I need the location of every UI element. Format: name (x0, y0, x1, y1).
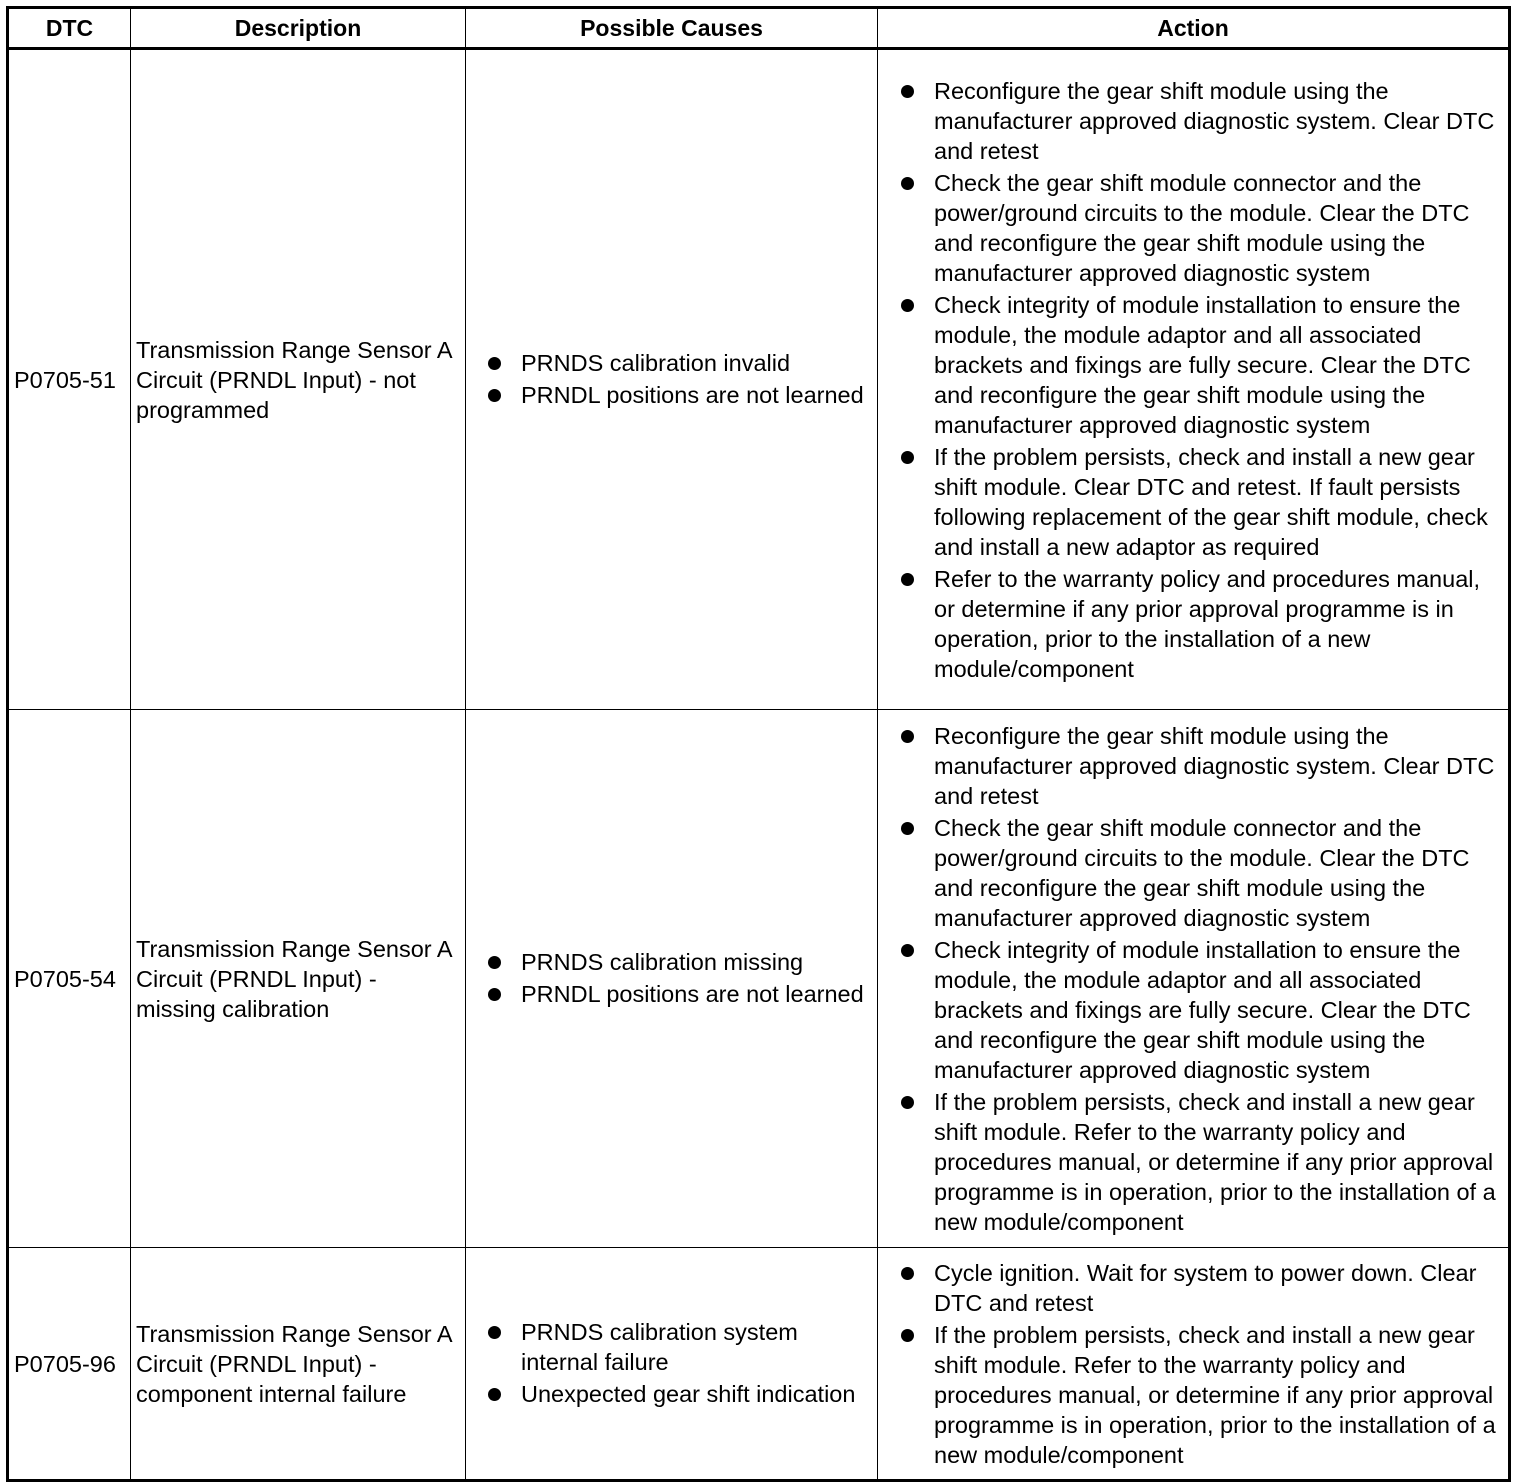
action-text: If the problem persists, check and install a new gear shift module. Refer to the warranty policy and procedures manual, or determine if any prior approval programme is in operation, prior to the installation of a new module/component (934, 1089, 1496, 1235)
action-item (901, 721, 1500, 811)
action-text: Reconfigure the gear shift module using the manufacturer approved diagnostic system. Clear DTC and retest (934, 723, 1495, 809)
dtc-description: Transmission Range Sensor A Circuit (PRNDL Input) - missing calibration (131, 710, 466, 1248)
dtc-code: P0705-51 (8, 49, 131, 710)
actions-list (901, 1258, 1500, 1470)
header-possible-causes: Possible Causes (466, 8, 878, 49)
table-row (8, 710, 1510, 1248)
action-item (901, 442, 1500, 562)
possible-causes (466, 1248, 878, 1481)
possible-causes (466, 710, 878, 1248)
bullet-icon (488, 956, 501, 969)
actions (878, 710, 1510, 1248)
cause-text: Unexpected gear shift indication (521, 1380, 856, 1407)
table-row (8, 1248, 1510, 1481)
cause-text: PRNDL positions are not learned (521, 381, 864, 408)
bullet-icon (901, 1267, 914, 1280)
bullet-icon (901, 1329, 914, 1342)
action-item (901, 168, 1500, 288)
bullet-icon (901, 822, 914, 835)
header-row (8, 8, 1510, 49)
dtc-code: P0705-96 (8, 1248, 131, 1481)
bullet-icon (488, 389, 501, 402)
causes-list (488, 947, 869, 1009)
action-item (901, 1320, 1500, 1470)
action-text: Check integrity of module installation to ensure the module, the module adaptor and all associated brackets and fixings are fully secure. Clear the DTC and reconfigure the gear shift module using the manufacturer approved diagnostic system (934, 292, 1471, 438)
bullet-icon (901, 730, 914, 743)
dtc-description: Transmission Range Sensor A Circuit (PRNDL Input) - not programmed (131, 49, 466, 710)
bullet-icon (901, 299, 914, 312)
bullet-icon (488, 1326, 501, 1339)
action-text: Check integrity of module installation to ensure the module, the module adaptor and all associated brackets and fixings are fully secure. Clear the DTC and reconfigure the gear shift module using the manufacturer approved diagnostic system (934, 937, 1471, 1083)
cause-text: PRNDS calibration system internal failure (521, 1318, 798, 1375)
possible-causes (466, 49, 878, 710)
bullet-icon (488, 357, 501, 370)
action-text: Check the gear shift module connector and the power/ground circuits to the module. Clear the DTC and reconfigure the gear shift module using the manufacturer approved diagnostic system (934, 170, 1470, 286)
actions (878, 49, 1510, 710)
action-item (901, 1087, 1500, 1237)
bullet-icon (901, 85, 914, 98)
action-text: Reconfigure the gear shift module using the manufacturer approved diagnostic system. Clear DTC and retest (934, 78, 1495, 164)
cause-item (488, 380, 869, 410)
header-action: Action (878, 8, 1510, 49)
cause-text: PRNDS calibration invalid (521, 349, 791, 376)
cause-item (488, 348, 869, 378)
action-item (901, 935, 1500, 1085)
action-item (901, 76, 1500, 166)
action-text: Refer to the warranty policy and procedures manual, or determine if any prior approval programme is in operation, prior to the installation of a new module/component (934, 566, 1481, 682)
actions-list (901, 721, 1500, 1237)
dtc-description: Transmission Range Sensor A Circuit (PRNDL Input) - component internal failure (131, 1248, 466, 1481)
header-dtc: DTC (8, 8, 131, 49)
table-row (8, 49, 1510, 710)
bullet-icon (901, 944, 914, 957)
action-text: Cycle ignition. Wait for system to power down. Clear DTC and retest (934, 1260, 1477, 1316)
dtc-table (6, 6, 1511, 1482)
bullet-icon (901, 573, 914, 586)
bullet-icon (488, 1388, 501, 1401)
causes-list (488, 348, 869, 410)
cause-item (488, 1317, 869, 1377)
actions (878, 1248, 1510, 1481)
bullet-icon (488, 988, 501, 1001)
action-item (901, 1258, 1500, 1318)
bullet-icon (901, 177, 914, 190)
action-text: If the problem persists, check and install a new gear shift module. Refer to the warranty policy and procedures manual, or determine if any prior approval programme is in operation, prior to the installation of a new module/component (934, 1322, 1496, 1468)
cause-item (488, 1379, 869, 1409)
bullet-icon (901, 451, 914, 464)
action-item (901, 813, 1500, 933)
table-header (8, 8, 1510, 49)
action-text: Check the gear shift module connector and the power/ground circuits to the module. Clear the DTC and reconfigure the gear shift module using the manufacturer approved diagnostic system (934, 815, 1470, 931)
action-item (901, 290, 1500, 440)
bullet-icon (901, 1096, 914, 1109)
header-description: Description (131, 8, 466, 49)
action-item (901, 564, 1500, 684)
causes-list (488, 1317, 869, 1409)
cause-text: PRNDL positions are not learned (521, 980, 864, 1007)
cause-item (488, 979, 869, 1009)
table-body (8, 49, 1510, 1481)
cause-item (488, 947, 869, 977)
dtc-code: P0705-54 (8, 710, 131, 1248)
cause-text: PRNDS calibration missing (521, 948, 804, 975)
actions-list (901, 76, 1500, 684)
action-text: If the problem persists, check and install a new gear shift module. Clear DTC and retest. If fault persists following replacement of the gear shift module, check and install a new adaptor as required (934, 444, 1488, 560)
